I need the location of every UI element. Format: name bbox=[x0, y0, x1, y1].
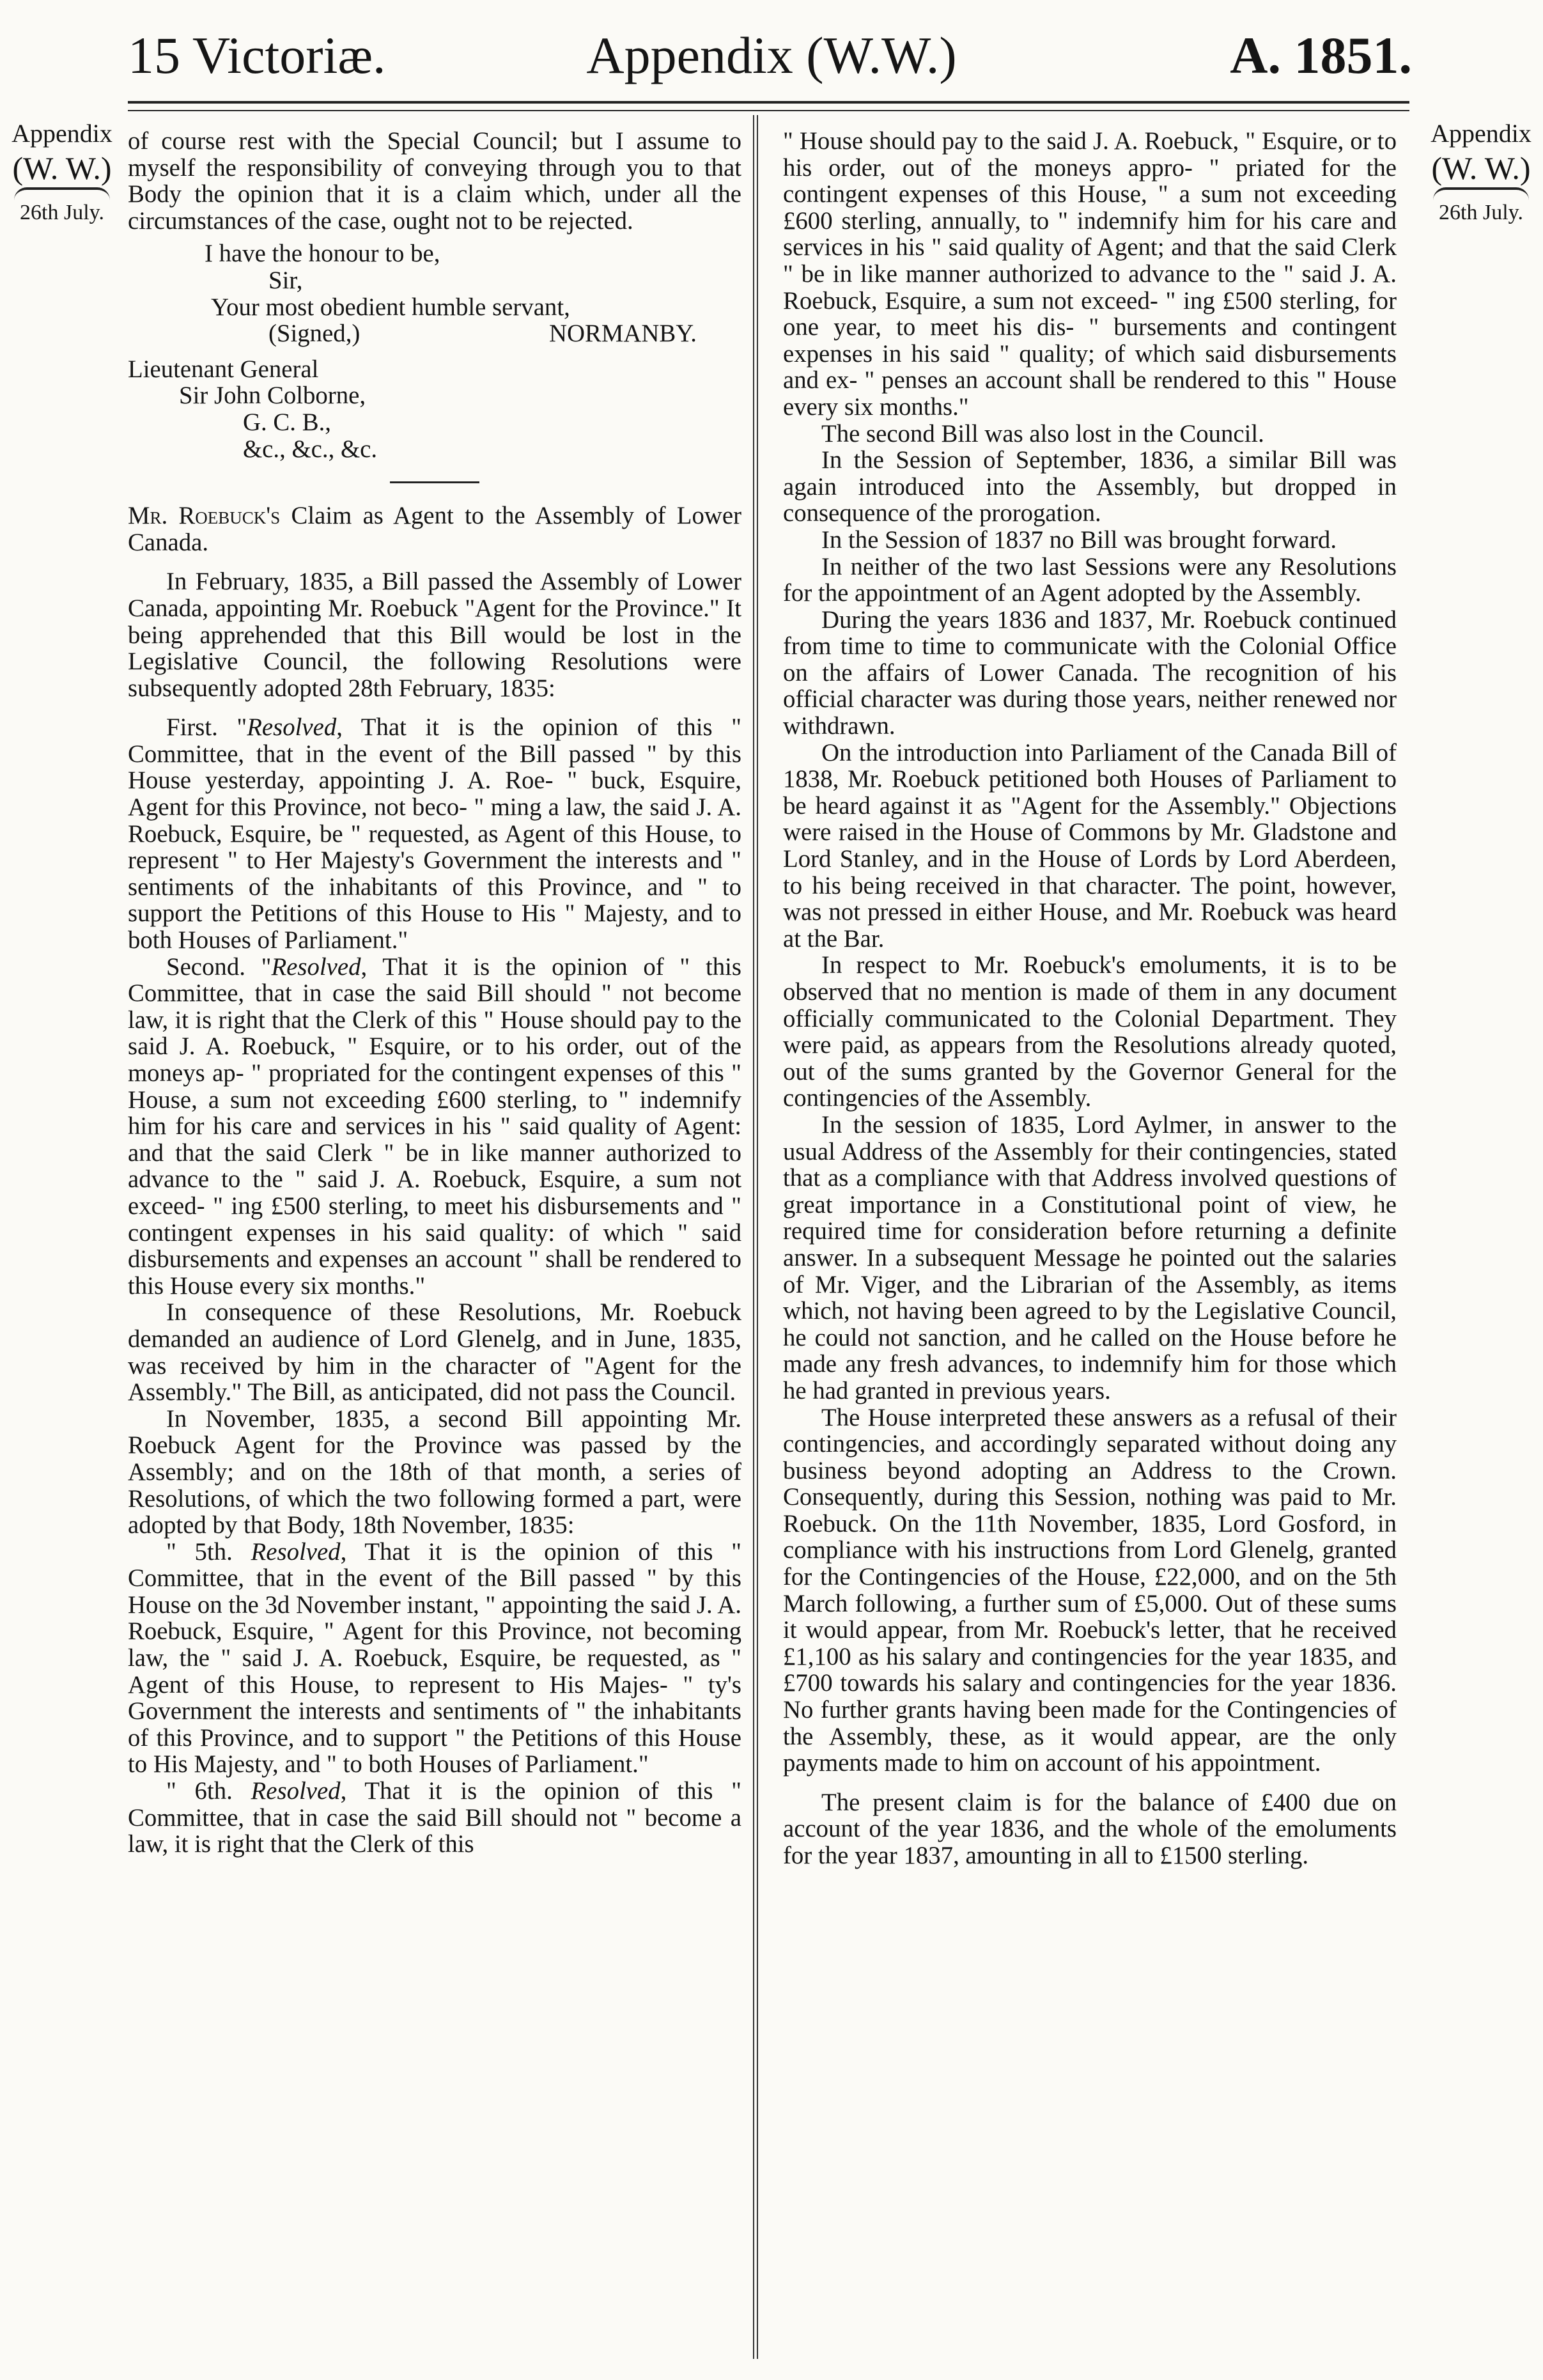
paragraph: During the years 1836 and 1837, Mr. Roebuck continued from time to time to communicate with the Colonial Office on the affairs of Lower Canada. The recognition of his official character was during those years, neither renewed nor withdrawn. bbox=[783, 605, 1397, 740]
paragraph: In respect to Mr. Roebuck's emoluments, it is to be observed that no mention is made of them in any document officially communicated to the Colonial Department. They were paid, as appears from the Resolutions already quoted, out of the sums granted by the Governor General for the contingencies of the Assembly. bbox=[783, 951, 1397, 1112]
paragraph: In February, 1835, a Bill passed the Assembly of Lower Canada, appointing Mr. Roebuck "Agent for the Province." It being apprehended that this Bill would be lost in the Legislative Council, the following Resolutions were subsequently adopted 28th February, 1835: bbox=[128, 568, 741, 702]
heading-text: Claim as Agent to the Assembly of Lower Canada. bbox=[128, 502, 741, 556]
addressee-line: &c., &c., &c. bbox=[243, 435, 378, 463]
resolved-word: Resolved bbox=[247, 713, 337, 742]
paragraph: In November, 1835, a second Bill appointing Mr. Roebuck Agent for the Province was passed by the Assembly; and on the 18th of that month, a series of Resolutions, of which the two following formed a part, were adopted by that Body, 18th November, 1835: bbox=[128, 1404, 741, 1539]
resolved-word: Resolved bbox=[271, 953, 361, 981]
margin-note-right bbox=[1420, 118, 1542, 226]
paragraph: The present claim is for the balance of £400 due on account of the year 1836, and the whole of the emoluments for the year 1837, amounting in all to £1500 sterling. bbox=[783, 1788, 1397, 1869]
left-column bbox=[128, 128, 741, 2353]
resolution-sixth: " 6th. Resolved, That it is the opinion of this " Committee, that in case the said Bill should not " become a law, it is right that the Clerk of this bbox=[128, 1777, 741, 1858]
margin-note-left bbox=[1, 118, 123, 226]
page-header bbox=[0, 26, 1543, 96]
addressee-line: Sir John Colborne, bbox=[179, 382, 366, 410]
right-column bbox=[783, 128, 1397, 2353]
paragraph: In the Session of 1837 no Bill was brought forward. bbox=[821, 525, 1337, 554]
column-divider bbox=[753, 115, 758, 2359]
resolved-word: Resolved bbox=[251, 1537, 341, 1566]
heading-name: Mr. Roebuck's bbox=[128, 502, 281, 530]
closing-line: I have the honour to be, bbox=[205, 240, 440, 268]
margin-date: 26th July. bbox=[20, 201, 104, 224]
header-left: 15 Victoriæ. bbox=[128, 26, 386, 84]
closing-line: Sir, bbox=[268, 266, 303, 294]
signer-name: NORMANBY. bbox=[548, 320, 697, 348]
margin-code: (W. W.) bbox=[12, 150, 112, 186]
header-rule bbox=[128, 101, 1409, 111]
resolved-word: Resolved bbox=[251, 1777, 341, 1805]
signed-label: (Signed,) bbox=[268, 320, 361, 348]
resolution-first: First. "Resolved, That it is the opinion of this " Committee, that in the event of the Bill passed " by this House yesterday, appointing J. A. Roe- " buck, Esquire, Agent for this Province, not beco- " ming a law, the said J. A. Roebuck, Esquire, be " requested, as Agent of this House, to represent " to Her Majesty's Government the interests and " sentiments of the inhabitants of this Province, and " to support the Petitions of this House to His " Majesty, and to both Houses of Parliament." bbox=[128, 713, 741, 954]
margin-label: Appendix bbox=[12, 119, 112, 148]
letter-closing-paragraph: of course rest with the Special Council; but I assume to myself the responsibility of conveying through you to that Body the opinion that it is a claim which, under all the circumstances of the case, ought not to be rejected. bbox=[128, 128, 741, 235]
brace-icon bbox=[1433, 187, 1529, 200]
resolution-second: Second. "Resolved, That it is the opinion of " this Committee, that in case the said Bill should " not become law, it is right that the Clerk of this " House should pay to the said J. A. Roebuck, " Esquire, or to his order, out of the moneys ap- " propriated for the contingent expenses of this " House, a sum not exceeding £600 sterling, to " indemnify him for his care and services in his " said quality of Agent: and that the said Clerk " be in like manner authorized to advance to the " said J. A. Roebuck, Esquire, a sum not exceed- " ing £500 sterling, to meet his disbursements and " contingent expenses in his said quality: of which " said disbursements and expenses an account " shall be rendered to this House every six months." bbox=[128, 953, 741, 1300]
paragraph: In neither of the two last Sessions were any Resolutions for the appointment of an Agent adopted by the Assembly. bbox=[783, 552, 1397, 607]
margin-code: (W. W.) bbox=[1431, 150, 1531, 186]
letter-closing bbox=[128, 240, 741, 346]
section-heading bbox=[128, 502, 741, 556]
header-right: A. 1851. bbox=[1230, 26, 1412, 84]
paragraph: In the Session of September, 1836, a similar Bill was again introduced into the Assembly, but dropped in consequence of the prorogation. bbox=[783, 446, 1397, 527]
paragraph: The second Bill was also lost in the Council. bbox=[821, 419, 1264, 447]
paragraph: In the session of 1835, Lord Aylmer, in answer to the usual Address of the Assembly for their contingencies, stated that as a compliance with that Address involved questions of great importance in a Constitutional point of view, he required time for consideration before returning a definite answer. In a subsequent Message he pointed out the salaries of Mr. Viger, and the Librarian of the Assembly, as items which, not having been agreed to by the Legislative Council, he could not sanction, and he called on the House before he made any fresh advances, to indemnify him for those which he had granted in previous years. bbox=[783, 1110, 1397, 1404]
resolution-fifth: " 5th. Resolved, That it is the opinion of this " Committee, that in the event of the Bill passed " by this House on the 3d November instant, " appointing the said J. A. Roebuck, Esquire, " Agent for this Province, not becoming law, the " said J. A. Roebuck, Esquire, be requested, as " Agent of this House, to represent to His Majes- " ty's Government the interests and sentiments of " the inhabitants of this Province, and to support " the Petitions of this House to His Majesty, and " to both Houses of Parliament." bbox=[128, 1537, 741, 1778]
addressee-line: Lieutenant General bbox=[128, 355, 319, 383]
paragraph: On the introduction into Parliament of the Canada Bill of 1838, Mr. Roebuck petitioned both Houses of Parliament to be heard against it as "Agent for the Assembly." Objections were raised in the House of Commons by Mr. Gladstone and Lord Stanley, and in the House of Lords by Lord Aberdeen, to his being received in that character. The point, however, was not pressed in either House, and Mr. Roebuck was heard at the Bar. bbox=[783, 738, 1397, 953]
addressee bbox=[128, 356, 741, 462]
addressee-line: G. C. B., bbox=[243, 408, 331, 436]
header-center: Appendix (W.W.) bbox=[586, 26, 957, 84]
paragraph: The House interpreted these answers as a refusal of their contingencies, and accordingly separated without doing any business beyond adopting an Address to the Crown. Consequently, during this Session, nothing was paid to Mr. Roebuck. On the 11th November, 1835, Lord Gosford, in compliance with his instructions from Lord Glenelg, granted for the Contingencies of the House, £22,000, and on the 5th March following, a further sum of £5,000. Out of these sums it would appear, from Mr. Roebuck's letter, that he received £1,100 as his salary and contingencies for the year 1835, and £700 towards his salary and contingencies for the year 1836. No further grants having been made for the Contingencies of the Assembly, these, as it would appear, are the only payments made to him on account of his appointment. bbox=[783, 1403, 1397, 1777]
section-rule bbox=[390, 481, 479, 483]
resolution-continued: " House should pay to the said J. A. Roebuck, " Esquire, or to his order, out of the moneys appro- " priated for the contingent expenses of this House, " a sum not exceeding £600 sterling, annually, to " indemnify him for his care and services in his " said quality of Agent; and that the said Clerk " be in like manner authorized to advance to the " said J. A. Roebuck, Esquire, a sum not exceed- " ing £500 sterling, for one year, to meet his dis- " bursements and contingent expenses in his said " quality; of which said disbursements and ex- " penses an account shall be rendered to this " House every six months." bbox=[783, 128, 1397, 421]
margin-label: Appendix bbox=[1431, 119, 1531, 148]
paragraph: In consequence of these Resolutions, Mr. Roebuck demanded an audience of Lord Glenelg, and in June, 1835, was received by him in the character of "Agent for the Assembly." The Bill, as anticipated, did not pass the Council. bbox=[128, 1298, 741, 1406]
closing-line: Your most obedient humble servant, bbox=[211, 293, 570, 321]
brace-icon bbox=[14, 187, 110, 200]
margin-date: 26th July. bbox=[1439, 201, 1523, 224]
signature-row bbox=[128, 320, 741, 347]
